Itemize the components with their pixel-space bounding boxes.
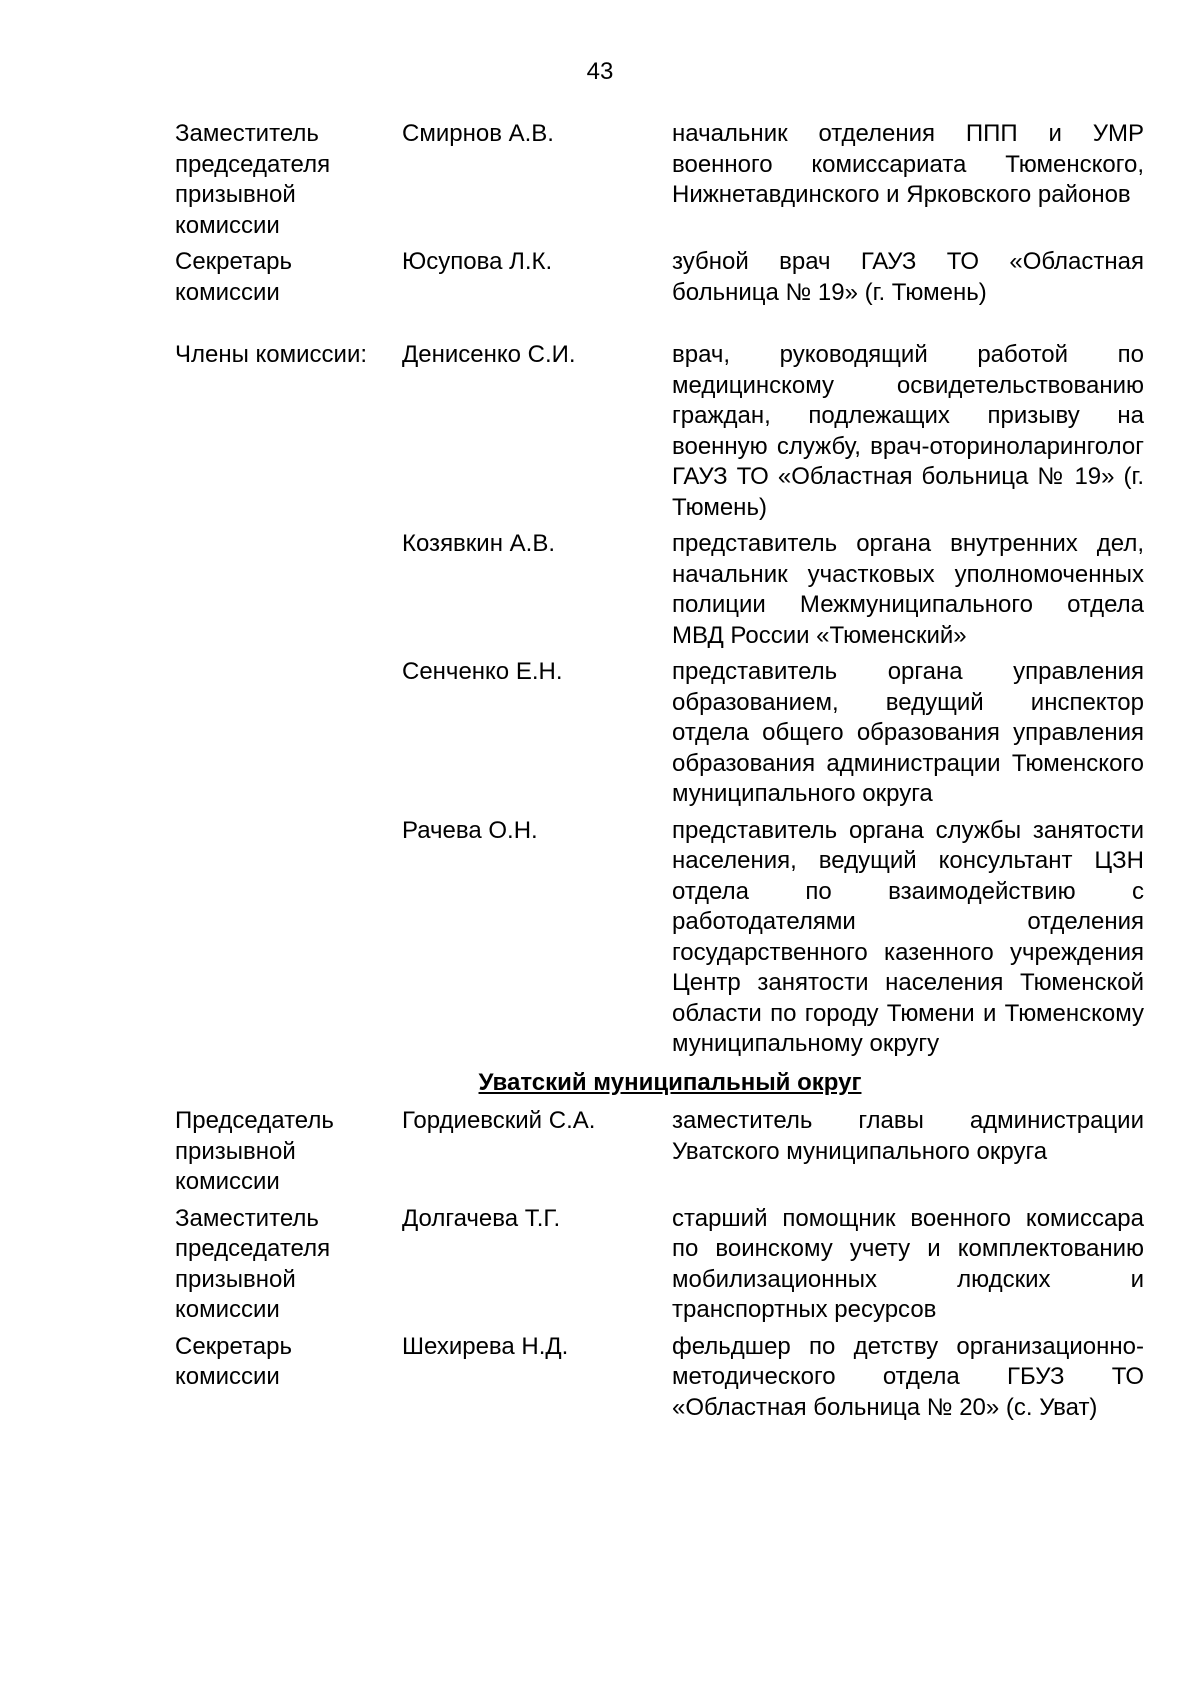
person-name: Смирнов А.В. bbox=[402, 120, 554, 147]
position-description: врач, руководящий работой по медицинскому освидетельствованию граждан, подлежащих призыву на военную службу, врач-оториноларинголог ГАУЗ ТО «Областная больница № 19» (г. Тюмень) bbox=[672, 341, 1144, 521]
commission-row bbox=[175, 816, 1145, 1060]
position-description: начальник отделения ППП и УМР военного комиссариата Тюменского, Нижнетавдинского и Ярковского районов bbox=[672, 120, 1144, 208]
commission-row bbox=[175, 340, 1145, 523]
role-label: Члены комиссии: bbox=[175, 341, 368, 368]
person-name: Долгачева Т.Г. bbox=[402, 1204, 561, 1232]
role-label: Секретарь комиссии bbox=[175, 248, 292, 306]
role-label: Председатель призывной комиссии bbox=[175, 1107, 334, 1195]
position-description: зубной врач ГАУЗ ТО «Областная больница № 19» (г. Тюмень) bbox=[672, 248, 1144, 306]
commission-row bbox=[175, 657, 1145, 810]
person-name: Козявкин А.В. bbox=[402, 530, 555, 557]
commission-row bbox=[175, 529, 1145, 651]
position-description: фельдшер по детству организационно-методического отдела ГБУЗ ТО «Областная больница № 20» (с. Уват) bbox=[672, 1332, 1144, 1421]
person-name: Денисенко С.И. bbox=[402, 341, 576, 368]
person-name: Юсупова Л.К. bbox=[402, 248, 553, 275]
role-label: Секретарь комиссии bbox=[175, 1332, 292, 1390]
person-name: Сенченко Е.Н. bbox=[402, 658, 563, 685]
person-name: Гордиевский С.А. bbox=[402, 1107, 596, 1134]
position-description: представитель органа внутренних дел, начальник участковых уполномоченных полиции Межмуниципального отдела МВД России «Тюменский» bbox=[672, 530, 1144, 649]
position-description: представитель органа управления образованием, ведущий инспектор отдела общего образования управления образования администрации Тюменского муниципального округа bbox=[672, 658, 1144, 807]
position-description: старший помощник военного комиссара по воинскому учету и комплектованию мобилизационных людских и транспортных ресурсов bbox=[672, 1204, 1144, 1323]
person-name: Рачева О.Н. bbox=[402, 816, 538, 844]
section-heading: Уватский муниципальный округ bbox=[478, 1068, 862, 1096]
commission-row bbox=[175, 1106, 1145, 1198]
commission-row bbox=[175, 1332, 1145, 1424]
position-description: представитель органа службы занятости населения, ведущий консультант ЦЗН отдела по взаимодействию с работодателями отделения государственного казенного учреждения Центр занятости населения Тюменской области по городу Тюмени и Тюменскому муниципальному округу bbox=[672, 816, 1144, 1057]
position-description: заместитель главы администрации Уватского муниципального округа bbox=[672, 1107, 1144, 1165]
page-number: 43 bbox=[586, 58, 614, 85]
role-label: Заместитель председателя призывной комиссии bbox=[175, 1204, 331, 1323]
commission-row bbox=[175, 1204, 1145, 1326]
commission-list bbox=[175, 119, 1145, 1423]
role-label: Заместитель председателя призывной комиссии bbox=[175, 120, 331, 239]
commission-row bbox=[175, 247, 1145, 308]
person-name: Шехирева Н.Д. bbox=[402, 1332, 569, 1360]
commission-row bbox=[175, 119, 1145, 241]
